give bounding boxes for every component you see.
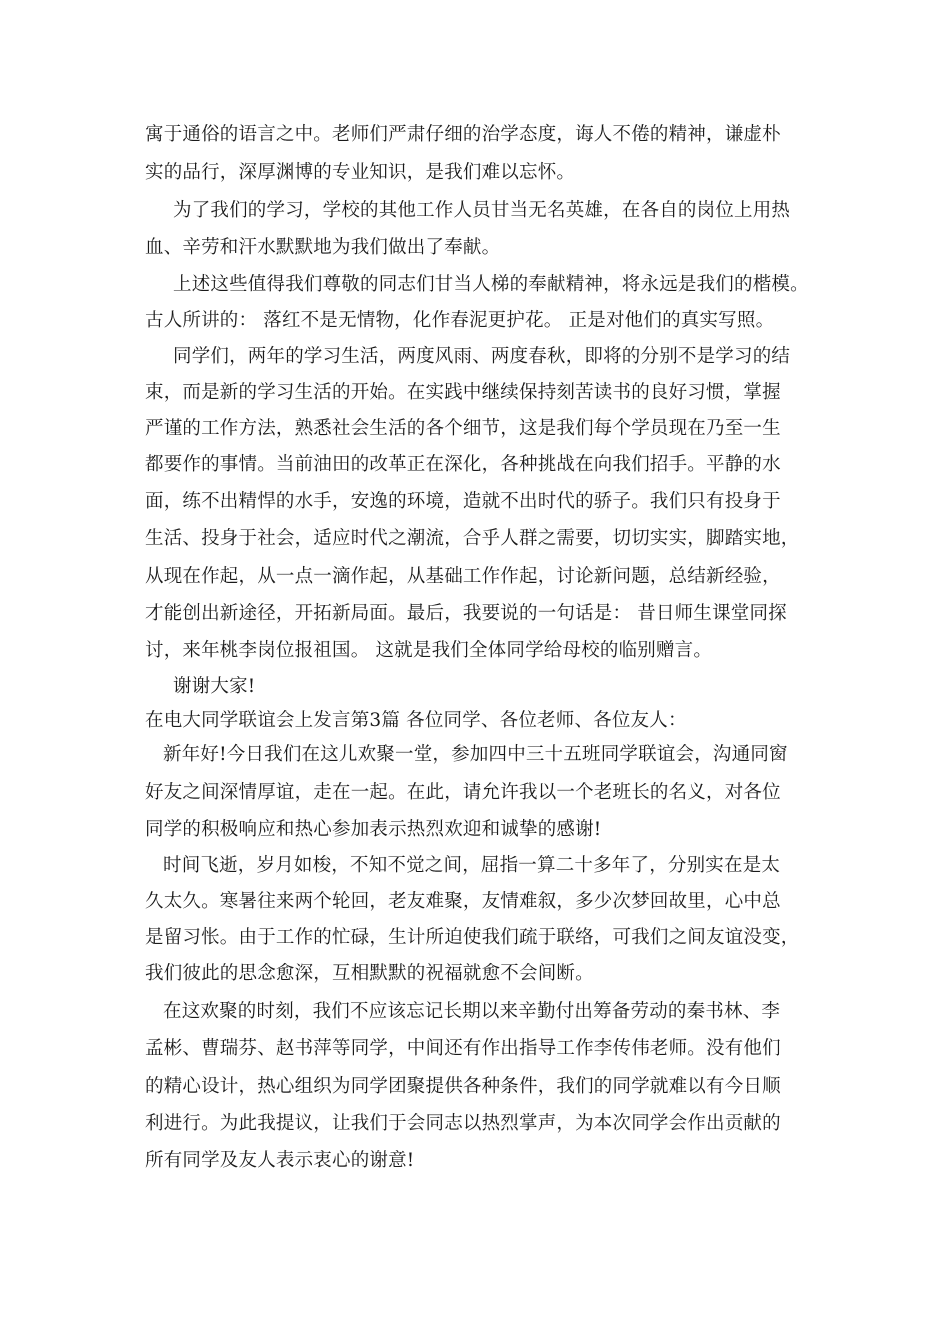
text-line: 严谨的工作方法，熟悉社会生活的各个细节，这是我们每个学员现在乃至一生 [145, 418, 781, 439]
text-line: 古人所讲的： 落红不是无情物，化作春泥更护花。 正是对他们的真实写照。 [145, 310, 775, 331]
text-line: 讨，来年桃李岗位报祖国。 这就是我们全体同学给母校的临别赠言。 [145, 640, 713, 661]
text-line: 在这欢聚的时刻，我们不应该忘记长期以来辛勤付出筹备劳动的秦书林、李 [163, 1001, 781, 1022]
text-line: 久太久。寒暑往来两个轮回，老友难聚，友情难叙，多少次梦回故里，心中总 [145, 891, 781, 912]
text-line: 利进行。为此我提议，让我们于会同志以热烈掌声，为本次同学会作出贡献的 [145, 1113, 781, 1134]
text-line: 面，练不出精悍的水手，安逸的环境，造就不出时代的骄子。我们只有投身于 [145, 491, 781, 512]
text-line: 同学的积极响应和热心参加表示热烈欢迎和诚挚的感谢! [145, 819, 602, 840]
text-line: 是留习怅。由于工作的忙碌，生计所迫使我们疏于联络，可我们之间友谊没变， [145, 927, 800, 948]
text-line: 都要作的事情。当前油田的改革正在深化，各种挑战在向我们招手。平静的水 [145, 454, 781, 475]
text-line: 实的品行，深厚渊博的专业知识，是我们难以忘怀。 [145, 162, 576, 183]
text-line: 谢谢大家! [173, 676, 256, 697]
text-line: 束，而是新的学习生活的开始。在实践中继续保持刻苦读书的良好习惯，掌握 [145, 382, 781, 403]
text-line: 上述这些值得我们尊敬的同志们甘当人梯的奉献精神，将永远是我们的楷模。 [173, 274, 809, 295]
text-line: 我们彼此的思念愈深，互相默默的祝福就愈不会间断。 [145, 963, 594, 984]
text-line: 为了我们的学习，学校的其他工作人员甘当无名英雄，在各自的岗位上用热 [173, 200, 791, 221]
text-line: 生活、投身于社会，适应时代之潮流，合乎人群之需要，切切实实，脚踏实地， [145, 528, 800, 549]
text-line: 同学们，两年的学习生活，两度风雨、两度春秋，即将的分别不是学习的结 [173, 346, 791, 367]
text-line: 寓于通俗的语言之中。老师们严肃仔细的治学态度，诲人不倦的精神，谦虚朴 [145, 124, 781, 145]
section-heading: 在电大同学联谊会上发言第3篇 各位同学、各位老师、各位友人： [145, 710, 687, 731]
text-line: 从现在作起，从一点一滴作起，从基础工作作起，讨论新问题，总结新经验， [145, 566, 781, 587]
text-line: 血、辛劳和汗水默默地为我们做出了奉献。 [145, 237, 501, 258]
text-line: 孟彬、曹瑞芬、赵书萍等同学，中间还有作出指导工作李传伟老师。没有他们 [145, 1038, 781, 1059]
text-line: 的精心设计，热心组织为同学团聚提供各种条件，我们的同学就难以有今日顺 [145, 1076, 781, 1097]
text-line: 才能创出新途径，开拓新局面。最后，我要说的一句话是： 昔日师生课堂同探 [145, 603, 787, 624]
text-line: 所有同学及友人表示衷心的谢意! [145, 1150, 415, 1171]
text-line: 新年好!今日我们在这儿欢聚一堂，参加四中三十五班同学联谊会，沟通同窗 [163, 744, 788, 765]
text-line: 时间飞逝，岁月如梭，不知不觉之间，屈指一算二十多年了，分别实在是太 [163, 855, 781, 876]
text-line: 好友之间深情厚谊，走在一起。在此，请允许我以一个老班长的名义，对各位 [145, 782, 781, 803]
